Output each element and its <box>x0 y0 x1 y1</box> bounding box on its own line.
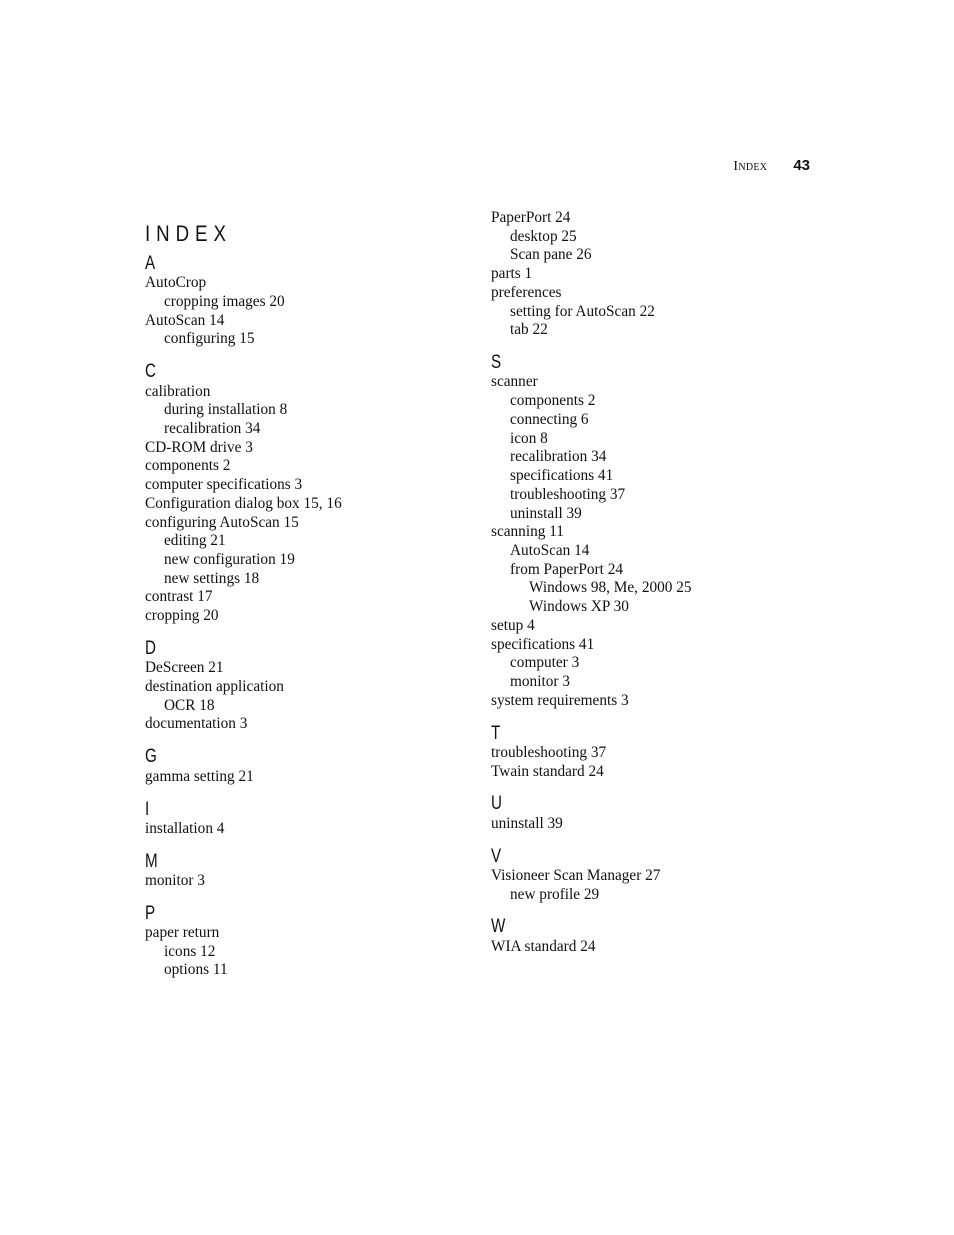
letter-heading-v: V <box>491 845 502 867</box>
index-subentry: new configuration 19 <box>164 551 295 568</box>
index-subentry: cropping images 20 <box>164 292 285 310</box>
letter-heading-u: U <box>491 793 502 815</box>
index-entry: configuring AutoScan 15 <box>145 513 299 531</box>
index-entry: preferences <box>491 283 562 301</box>
index-entry: parts 1 <box>491 265 533 283</box>
index-entry: components 2 <box>145 457 231 475</box>
index-entry: paper return <box>145 924 220 942</box>
page-title: INDEX <box>145 220 232 246</box>
index-subentry: Windows XP 30 <box>529 598 629 616</box>
index-entry: installation 4 <box>145 819 225 837</box>
index-entry: AutoCrop <box>145 274 207 292</box>
index-entry: Visioneer Scan Manager 27 <box>491 866 661 884</box>
index-entry: Twain standard 24 <box>491 762 604 780</box>
index-subentry: specifications 41 <box>510 467 614 485</box>
index-subentry: components 2 <box>510 392 596 410</box>
index-subentry: during installation 8 <box>164 401 288 419</box>
index-subentry: recalibration 34 <box>510 448 607 466</box>
index-entry: CD-ROM drive 3 <box>145 438 253 456</box>
index-entry: Configuration dialog box 15, 16 <box>145 494 342 512</box>
letter-heading-s: S <box>491 352 502 374</box>
letter-heading-c: C <box>145 361 156 383</box>
index-subentry: options 11 <box>164 961 228 979</box>
letter-heading-a: A <box>145 253 156 274</box>
letter-heading-m: M <box>145 850 158 872</box>
index-entry: PaperPort 24 <box>491 209 571 226</box>
index-entry: computer specifications 3 <box>145 476 303 494</box>
index-subentry: tab 22 <box>510 321 548 339</box>
index-subentry: recalibration 34 <box>164 419 261 437</box>
index-subentry: new profile 29 <box>510 885 600 903</box>
index-subentry: AutoScan 14 <box>510 541 590 559</box>
index-subentry: monitor 3 <box>510 672 570 690</box>
index-subentry: from PaperPort 24 <box>510 560 624 578</box>
header-section-label: Index <box>733 159 768 174</box>
index-subentry: desktop 25 <box>510 227 577 245</box>
running-header <box>600 157 810 175</box>
index-entry: system requirements 3 <box>491 691 629 709</box>
index-subentry: connecting 6 <box>510 410 589 428</box>
index-subentry: icon 8 <box>510 429 548 447</box>
letter-heading-w: W <box>491 916 506 938</box>
index-subentry: editing 21 <box>164 532 226 550</box>
index-subentry: Scan pane 26 <box>510 246 592 264</box>
index-entry: documentation 3 <box>145 715 248 733</box>
letter-heading-p: P <box>145 902 156 924</box>
letter-heading-d: D <box>145 638 156 660</box>
index-entry: destination application <box>145 678 284 696</box>
letter-heading-i: I <box>145 798 150 820</box>
index-subentry: computer 3 <box>510 654 580 672</box>
index-entry: cropping 20 <box>145 607 219 625</box>
index-subentry: setting for AutoScan 22 <box>510 302 655 320</box>
index-subentry: configuring 15 <box>164 330 255 348</box>
index-entry: scanning 11 <box>491 523 564 541</box>
index-subentry: icons 12 <box>164 942 216 960</box>
index-entry: gamma setting 21 <box>145 767 254 785</box>
index-entry: DeScreen 21 <box>145 659 224 677</box>
index-entry: setup 4 <box>491 616 535 634</box>
letter-heading-g: G <box>145 746 157 768</box>
index-entry: calibration <box>145 382 211 400</box>
index-entry: WIA standard 24 <box>491 937 596 955</box>
letter-heading-t: T <box>491 722 501 744</box>
index-entry: specifications 41 <box>491 635 595 653</box>
index-entry: scanner <box>491 373 538 391</box>
index-entry: uninstall 39 <box>491 814 563 832</box>
index-subentry: OCR 18 <box>164 696 215 714</box>
index-subentry: new settings 18 <box>164 569 260 587</box>
index-entry: monitor 3 <box>145 871 205 889</box>
index-subentry: troubleshooting 37 <box>510 485 626 503</box>
index-subentry: uninstall 39 <box>510 504 582 522</box>
page-number: 43 <box>793 157 810 174</box>
index-entry: contrast 17 <box>145 588 213 606</box>
index-entry: AutoScan 14 <box>145 311 225 329</box>
index-entry: troubleshooting 37 <box>491 743 607 761</box>
index-subentry: Windows 98, Me, 2000 25 <box>529 579 692 597</box>
